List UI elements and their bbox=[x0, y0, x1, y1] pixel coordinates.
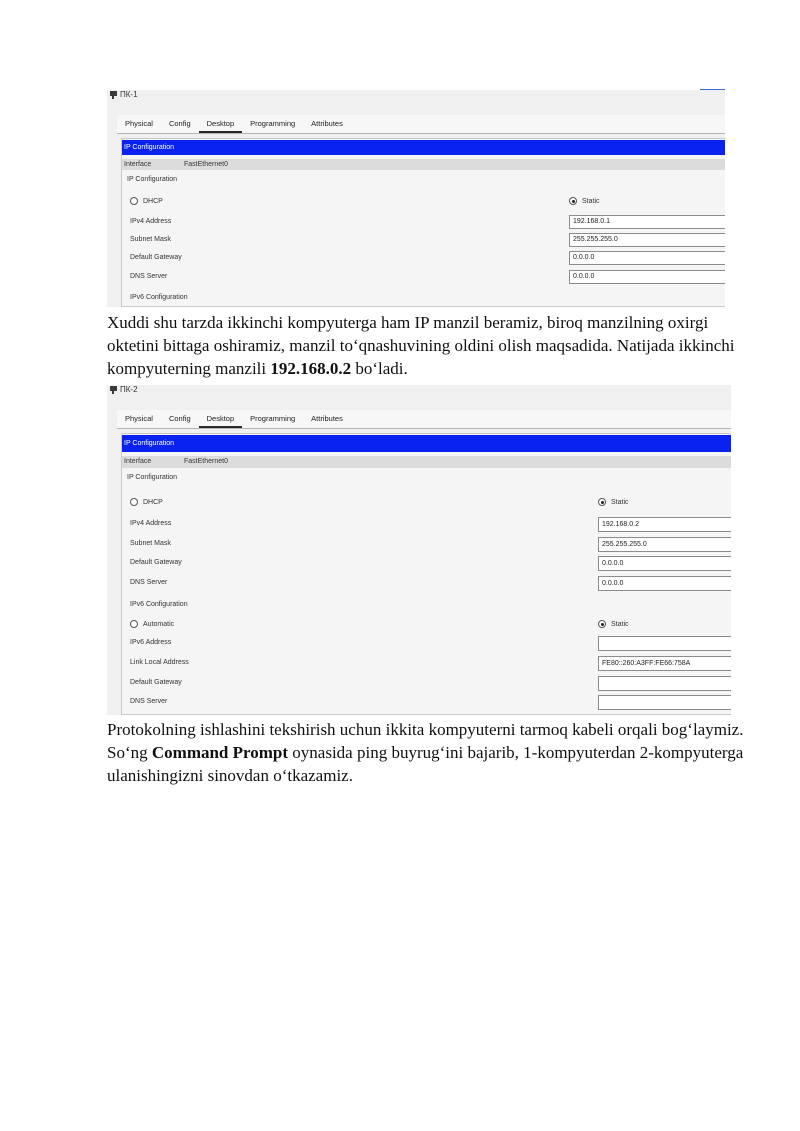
paragraph-2-text: Protokolning ishlashini tekshirish uchun ikkita kompyuterni tarmoq kabeli orqali bog‘laymiz. So‘ng bbox=[107, 720, 744, 762]
dhcp-option[interactable] bbox=[130, 498, 163, 506]
subnet-mask-field[interactable]: 255.255.255.0 bbox=[598, 537, 731, 552]
default-gateway-field[interactable]: 0.0.0.0 bbox=[569, 251, 725, 265]
section-header: IP Configuration bbox=[122, 140, 725, 155]
pc-icon bbox=[110, 91, 117, 99]
paragraph-1-bold: 192.168.0.2 bbox=[270, 359, 352, 378]
screenshot-pc1 bbox=[107, 90, 725, 307]
tab-bar bbox=[117, 410, 731, 429]
dhcp-label: DHCP bbox=[143, 197, 163, 205]
window-title-text: ПК-2 bbox=[120, 385, 138, 394]
paragraph-2-tail: oynasida ping buyrug‘ini bajarib, 1-kompyuterdan 2-kompyuterga ulanishingizni sinovdan o‘tkazamiz. bbox=[107, 743, 744, 785]
default-gateway-label: Default Gateway bbox=[130, 559, 182, 566]
link-local-address-field[interactable]: FE80::260:A3FF:FE66:758A bbox=[598, 656, 731, 671]
paragraph-2-bold: Command Prompt bbox=[151, 743, 289, 762]
tab-attributes[interactable]: Attributes bbox=[311, 119, 343, 128]
interface-value: FastEthernet0 bbox=[184, 161, 228, 168]
ipv6-config-label: IPv6 Configuration bbox=[130, 601, 188, 608]
ip-config-label: IP Configuration bbox=[127, 474, 178, 481]
ipv6-dns-server-field[interactable] bbox=[598, 695, 731, 710]
paragraph-1-tail: bo‘ladi. bbox=[351, 359, 408, 378]
ipv4-address-field[interactable]: 192.168.0.1 bbox=[569, 215, 725, 229]
paragraph-1-text: Xuddi shu tarzda ikkinchi kompyuterga ham IP manzil beramiz, biroq manzilning oxirgi oktetini bittaga oshiramiz, manzil to‘qnashuvining oldini olish maqsadida. Natijada ikkinchi kompyuterning manzili bbox=[107, 313, 735, 378]
automatic-option[interactable] bbox=[130, 620, 174, 628]
interface-label: Interface bbox=[124, 161, 152, 168]
tab-physical[interactable]: Physical bbox=[125, 414, 153, 423]
tab-config[interactable]: Config bbox=[168, 414, 191, 423]
paragraph-2 bbox=[107, 718, 747, 787]
ip-config-label: IP Configuration bbox=[127, 176, 178, 183]
interface-row bbox=[122, 159, 725, 170]
ip-config-panel bbox=[121, 138, 725, 307]
dns-server-field[interactable]: 0.0.0.0 bbox=[598, 576, 731, 591]
ipv4-address-field[interactable]: 192.168.0.2 bbox=[598, 517, 731, 532]
paragraph-1 bbox=[107, 311, 747, 380]
automatic-label: Automatic bbox=[143, 620, 175, 628]
subnet-mask-field[interactable]: 255.255.255.0 bbox=[569, 233, 725, 247]
default-gateway-label: Default Gateway bbox=[130, 254, 182, 261]
dhcp-radio[interactable] bbox=[130, 197, 138, 205]
dns-server-field[interactable]: 0.0.0.0 bbox=[569, 270, 725, 284]
dns-server-label: DNS Server bbox=[130, 273, 168, 280]
section-header: IP Configuration bbox=[122, 435, 731, 452]
dhcp-radio[interactable] bbox=[130, 498, 138, 506]
automatic-radio[interactable] bbox=[130, 620, 138, 628]
subnet-mask-label: Subnet Mask bbox=[130, 236, 171, 243]
window-title bbox=[110, 385, 138, 394]
ipv6-default-gateway-field[interactable] bbox=[598, 676, 731, 691]
ipv6-config-label: IPv6 Configuration bbox=[130, 294, 188, 301]
tab-attributes[interactable]: Attributes bbox=[311, 414, 343, 423]
default-gateway-field[interactable]: 0.0.0.0 bbox=[598, 556, 731, 571]
pc-icon bbox=[110, 386, 117, 394]
ipv4-address-label: IPv4 Address bbox=[130, 218, 172, 225]
static-label: Static bbox=[611, 498, 629, 506]
static-ipv6-radio[interactable] bbox=[598, 620, 606, 628]
ip-config-panel bbox=[121, 433, 731, 715]
tab-programming[interactable]: Programming bbox=[250, 414, 296, 423]
interface-row bbox=[122, 456, 731, 468]
tab-programming[interactable]: Programming bbox=[250, 119, 296, 128]
static-option[interactable] bbox=[569, 197, 600, 205]
static-ipv6-label: Static bbox=[611, 620, 629, 628]
dhcp-option[interactable] bbox=[130, 197, 163, 205]
static-option[interactable] bbox=[598, 498, 629, 506]
static-radio[interactable] bbox=[598, 498, 606, 506]
tab-bar bbox=[117, 115, 725, 134]
static-label: Static bbox=[582, 197, 600, 205]
interface-label: Interface bbox=[124, 458, 152, 465]
static-radio[interactable] bbox=[569, 197, 577, 205]
interface-value: FastEthernet0 bbox=[184, 458, 228, 465]
ipv6-default-gateway-label: Default Gateway bbox=[130, 679, 182, 686]
tab-desktop[interactable]: Desktop bbox=[199, 115, 243, 133]
tab-desktop[interactable]: Desktop bbox=[199, 410, 243, 428]
window-title bbox=[110, 90, 138, 99]
dns-server-label: DNS Server bbox=[130, 579, 168, 586]
link-local-address-label: Link Local Address bbox=[130, 659, 189, 666]
tab-config[interactable]: Config bbox=[168, 119, 191, 128]
static-ipv6-option[interactable] bbox=[598, 620, 629, 628]
ipv4-address-label: IPv4 Address bbox=[130, 520, 172, 527]
ipv6-dns-server-label: DNS Server bbox=[130, 698, 168, 705]
screenshot-pc2 bbox=[107, 385, 731, 715]
ipv6-address-field[interactable] bbox=[598, 636, 731, 651]
ipv6-address-label: IPv6 Address bbox=[130, 639, 172, 646]
tab-physical[interactable]: Physical bbox=[125, 119, 153, 128]
window-title-text: ПК-1 bbox=[120, 90, 138, 99]
subnet-mask-label: Subnet Mask bbox=[130, 540, 171, 547]
dhcp-label: DHCP bbox=[143, 498, 163, 506]
